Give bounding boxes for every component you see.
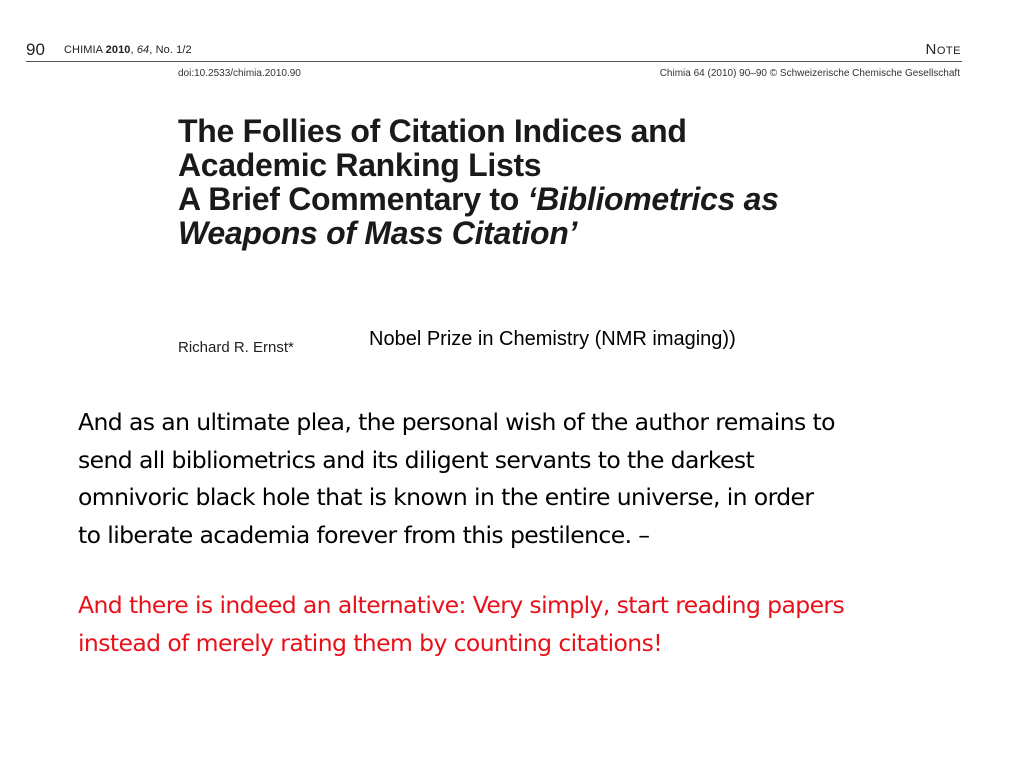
- title-line-1: The Follies of Citation Indices and: [178, 113, 687, 149]
- title-line-2: Academic Ranking Lists: [178, 147, 542, 183]
- nobel-note: Nobel Prize in Chemistry (NMR imaging)): [369, 328, 736, 350]
- title-line-3-quoted: ‘Bibliometrics as: [527, 181, 779, 217]
- conclusion-statement: [78, 587, 958, 662]
- article-title: [178, 114, 958, 250]
- journal-issue-number: , No. 1/2: [149, 44, 192, 56]
- conclusion-line-1: And there is indeed an alternative: Very simply, start reading papers: [78, 591, 845, 619]
- journal-year: 2010: [105, 44, 131, 56]
- header-divider: [26, 61, 962, 62]
- section-label: Note: [925, 41, 961, 58]
- quote-line-1: And as an ultimate plea, the personal wish of the author remains to: [78, 408, 835, 436]
- journal-header: [26, 40, 961, 60]
- journal-volume: 64: [136, 44, 150, 56]
- doi-text: doi:10.2533/chimia.2010.90: [178, 68, 301, 79]
- quote-line-2: send all bibliometrics and its diligent servants to the darkest: [78, 445, 755, 474]
- quote-line-3: omnivoric black hole that is known in the entire universe, in order: [78, 483, 814, 511]
- page-number: 90: [26, 40, 45, 59]
- title-line-3: [178, 182, 958, 216]
- journal-name: CHIMIA: [64, 44, 103, 56]
- author-name: Richard R. Ernst*: [178, 339, 294, 356]
- title-line-3-prefix: A Brief Commentary to: [178, 181, 528, 217]
- quote-line-4: to liberate academia forever from this pestilence. –: [78, 520, 650, 549]
- author-quote: [78, 404, 948, 554]
- title-line-4: Weapons of Mass Citation’: [178, 215, 578, 251]
- journal-issue-line: CHIMIA 2010, 64, No. 1/2: [64, 44, 192, 56]
- conclusion-line-2: instead of merely rating them by counting citations!: [78, 628, 663, 657]
- citation-copyright: Chimia 64 (2010) 90–90 © Schweizerische Chemische Gesellschaft: [659, 68, 960, 79]
